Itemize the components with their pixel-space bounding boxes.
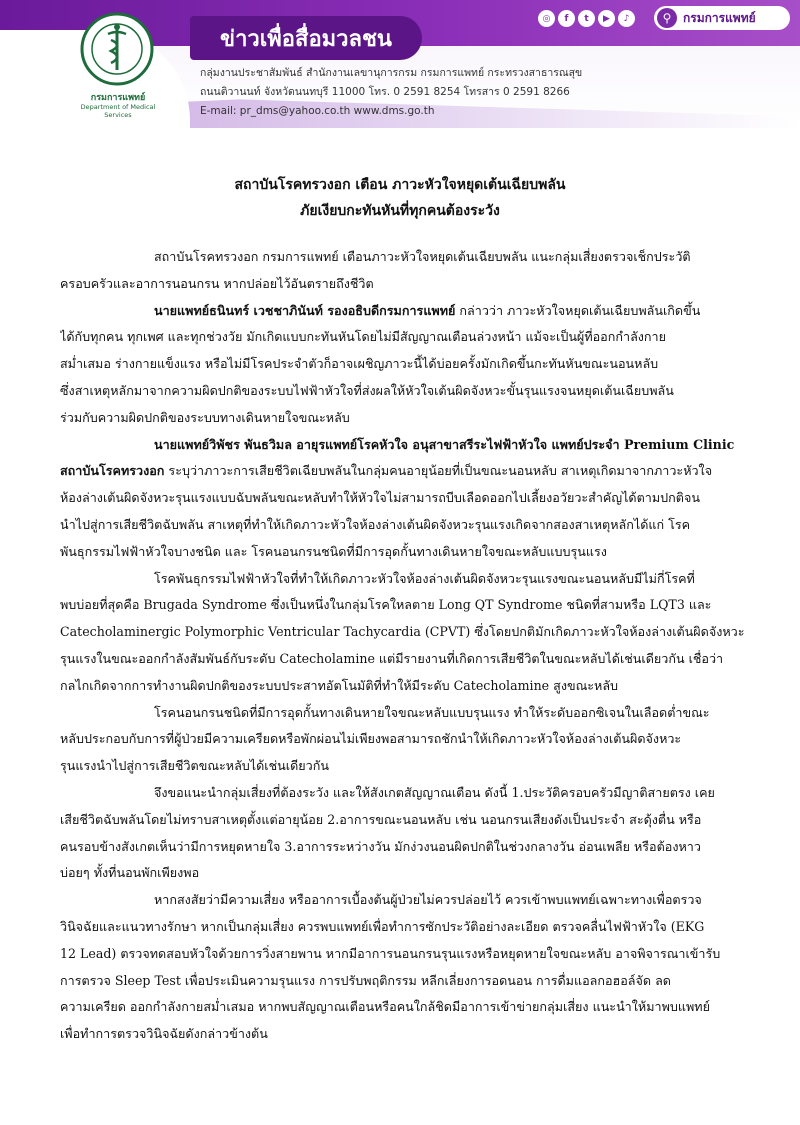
- text-line: ครอบครัวและอาการนอนกรน หากปล่อยไว้อันตรายถึงชีวิต: [60, 275, 374, 291]
- text-line: เสียชีวิตฉับพลันโดยไม่ทราบสาเหตุตั้งแต่อายุน้อย 2.อาการขณะนอนหลับ เช่น นอนกรนเสียงดังเป็นประจำ สะดุ้งตื่น หรือ: [60, 811, 702, 827]
- department-logo: [70, 10, 166, 118]
- article-headline: [0, 172, 800, 224]
- text-line: ความเครียด ออกกำลังกายสม่ำเสมอ หากพบสัญญาณเตือนหรือคนใกล้ชิดมีอาการเข้าข่ายกลุ่มเสี่ยง แนะนำให้มาพบแพทย์: [60, 999, 710, 1015]
- search-pill-label: กรมการแพทย์: [683, 10, 756, 25]
- headline-line-1: สถาบันโรคทรวงอก เตือน ภาวะหัวใจหยุดเต้นเฉียบพลัน: [234, 177, 566, 193]
- speaker-name: นายแพทย์วิพัชร พันธวิมล อายุรแพทย์โรคหัวใจ อนุสาขาสรีระไฟฟ้าหัวใจ แพทย์ประจำ Premium Clinic: [154, 436, 735, 452]
- paragraph-genetic-diseases: [60, 566, 750, 700]
- text-line: การตรวจ Sleep Test เพื่อประเมินความรุนแรง การปรับพฤติกรรม หลีกเลี่ยงการอดนอน การดื่มแอลกอฮอล์จัด ลด: [60, 972, 671, 988]
- youtube-icon[interactable]: ▶: [598, 10, 615, 27]
- instagram-icon[interactable]: ◎: [538, 10, 555, 27]
- paragraph-deputy-director: [60, 298, 750, 432]
- text-line: โรคนอนกรนชนิดที่มีการอุดกั้นทางเดินหายใจขณะหลับแบบรุนแรง ทำให้ระดับออกซิเจนในเลือดต่ำขณะ: [154, 704, 710, 720]
- speaker-name: นายแพทย์ธนินทร์ เวชชาภินันท์ รองอธิบดีกรมการแพทย์: [154, 302, 456, 318]
- text-line: โรคพันธุกรรมไฟฟ้าหัวใจที่ทำให้เกิดภาวะหัวใจห้องล่างเต้นผิดจังหวะรุนแรงขณะนอนหลับมีไม่กี่โรคที่: [154, 570, 695, 586]
- text-line: 12 Lead) ตรวจทดสอบหัวใจด้วยการวิ่งสายพาน หากมีอาการนอนกรนรุนแรงหรือหยุดหายใจขณะหลับ อาจพิจารณาเข้ารับ: [60, 945, 721, 961]
- text-line: กลไกเกิดจากการทำงานผิดปกติของระบบประสาทอัตโนมัติที่ทำให้มีระดับ Catecholamine สูงขณะหลับ: [60, 677, 619, 693]
- department-name-en: Department of Medical Services: [80, 103, 156, 119]
- article-body: [60, 244, 750, 1048]
- contact-info: [200, 64, 620, 121]
- department-name-th: กรมการแพทย์: [90, 93, 146, 103]
- text-line: สถาบันโรคทรวงอก กรมการแพทย์ เตือนภาวะหัวใจหยุดเต้นเฉียบพลัน แนะกลุ่มเสี่ยงตรวจเช็กประวัติ: [154, 249, 691, 264]
- text-line: วินิจฉัยและแนวทางรักษา หากเป็นกลุ่มเสี่ยง ควรพบแพทย์เพื่อทำการซักประวัติอย่างละเอียด ตรวจคลื่นไฟฟ้าหัวใจ (EKG: [60, 918, 705, 934]
- paragraph-cardiologist: [60, 432, 750, 566]
- speaker-affiliation: สถาบันโรคทรวงอก: [60, 463, 165, 479]
- text-line: ซึ่งสาเหตุหลักมาจากความผิดปกติของระบบไฟฟ้าหัวใจที่ส่งผลให้หัวใจเต้นผิดจังหวะขั้นรุนแรงจนหยุดเต้นเฉียบพลัน: [60, 382, 674, 398]
- text-line: หลับประกอบกับการที่ผู้ป่วยมีความเครียดหรือพักผ่อนไม่เพียงพอสามารถชักนำให้เกิดภาวะหัวใจห้องล่างเต้นผิดจังหวะ: [60, 731, 682, 747]
- text-line: พบบ่อยที่สุดคือ Brugada Syndrome ซึ่งเป็นหนึ่งในกลุ่มโรคใหลตาย Long QT Syndrome ชนิดที่สามหรือ LQT3 และ: [60, 597, 712, 613]
- search-pill[interactable]: [654, 6, 790, 30]
- text-line: นำไปสู่การเสียชีวิตฉับพลัน สาเหตุที่ทำให้เกิดภาวะหัวใจห้องล่างเต้นผิดจังหวะรุนแรงเกิดจากสองสาเหตุหลักได้แก่ โรค: [60, 516, 691, 532]
- text-line: รุนแรงนำไปสู่การเสียชีวิตขณะหลับได้เช่นเดียวกัน: [60, 758, 329, 774]
- headline-line-2: ภัยเงียบกะทันหันที่ทุกคนต้องระวัง: [300, 203, 500, 219]
- social-icons: [538, 10, 635, 27]
- paragraph-warning-signs: [60, 780, 750, 887]
- text-line: พันธุกรรมไฟฟ้าหัวใจบางชนิด และ โรคนอนกรนชนิดที่มีการอุดกั้นทางเดินหายใจขณะหลับแบบรุนแรง: [60, 543, 607, 559]
- text-line: จึงขอแนะนำกลุ่มเสี่ยงที่ต้องระวัง และให้สังเกตสัญญาณเตือน ดังนี้ 1.ประวัติครอบครัวมีญาติสายตรง เคย: [154, 784, 715, 800]
- ministry-seal-icon: [80, 12, 154, 86]
- text-line: [60, 432, 750, 459]
- contact-line-address: ถนนติวานนท์ จังหวัดนนทบุรี 11000 โทร. 0 2591 8254 โทรสาร 0 2591 8266: [200, 86, 570, 98]
- paragraph-recommendations: [60, 887, 750, 1048]
- publication-title: ข่าวเพื่อสื่อมวลชน: [220, 26, 392, 52]
- text-line: สม่ำเสมอ ร่างกายแข็งแรง หรือไม่มีโรคประจำตัวก็อาจเผชิญภาวะนี้ได้บ่อยครั้งมักเกิดขึ้นกะทันหันขณะนอนหลับ: [60, 356, 659, 372]
- twitter-icon[interactable]: t: [578, 10, 595, 27]
- text-line: เพื่อทำการตรวจวินิจฉัยดังกล่าวข้างต้น: [60, 1026, 268, 1042]
- text-line: รุนแรงในขณะออกกำลังสัมพันธ์กับระดับ Catecholamine แต่มีรายงานที่เกิดการเสียชีวิตในขณะหลับได้เช่นเดียวกัน เชื่อว่า: [60, 650, 724, 666]
- contact-line-email-web[interactable]: E-mail: pr_dms@yahoo.co.th www.dms.go.th: [200, 105, 435, 117]
- text-fragment: กล่าวว่า ภาวะหัวใจหยุดเต้นเฉียบพลันเกิดขึ้น: [455, 302, 701, 318]
- text-line: ร่วมกับความผิดปกติของระบบทางเดินหายใจขณะหลับ: [60, 409, 350, 425]
- text-line: [60, 298, 750, 325]
- text-fragment: ระบุว่าภาวะการเสียชีวิตเฉียบพลันในกลุ่มคนอายุน้อยที่เป็นขณะนอนหลับ สาเหตุเกิดมาจากภาวะหัวใจ: [164, 463, 713, 479]
- contact-line-office: กลุ่มงานประชาสัมพันธ์ สำนักงานเลขานุการกรม กรมการแพทย์ กระทรวงสาธารณสุข: [200, 67, 583, 79]
- paragraph-intro: [60, 244, 750, 298]
- paragraph-sleep-apnea: [60, 700, 750, 780]
- text-line: บ่อยๆ ทั้งที่นอนพักเพียงพอ: [60, 865, 200, 881]
- publication-title-tab: [190, 16, 422, 60]
- search-icon[interactable]: ⚲: [657, 8, 677, 28]
- text-line: หากสงสัยว่ามีความเสี่ยง หรืออาการเบื้องต้นผู้ป่วยไม่ควรปล่อยไว้ ควรเข้าพบแพทย์เฉพาะทางเพื่อตรวจ: [154, 892, 702, 908]
- tiktok-icon[interactable]: ♪: [618, 10, 635, 27]
- text-line: [60, 458, 750, 485]
- text-line: ห้องล่างเต้นผิดจังหวะรุนแรงแบบฉับพลันขณะหลับทำให้หัวใจไม่สามารถบีบเลือดออกไปเลี้ยงอวัยวะสำคัญได้ตามปกติจน: [60, 490, 700, 506]
- text-line: ได้กับทุกคน ทุกเพศ และทุกช่วงวัย มักเกิดแบบกะทันหันโดยไม่มีสัญญาณเตือนล่วงหน้า แม้จะเป็นผู้ที่ออกกำลังกาย: [60, 329, 667, 345]
- text-line: คนรอบข้างสังเกตเห็นว่ามีการหยุดหายใจ 3.อาการระหว่างวัน มักง่วงนอนผิดปกติในช่วงกลางวัน อ่อนเพลีย หรือต้องหาว: [60, 838, 701, 854]
- text-line: Catecholaminergic Polymorphic Ventricular Tachycardia (CPVT) ซึ่งโดยปกติมักเกิดภาวะหัวใจห้องล่างเต้นผิดจังหวะ: [60, 624, 745, 640]
- header-banner: [0, 0, 800, 128]
- facebook-icon[interactable]: f: [558, 10, 575, 27]
